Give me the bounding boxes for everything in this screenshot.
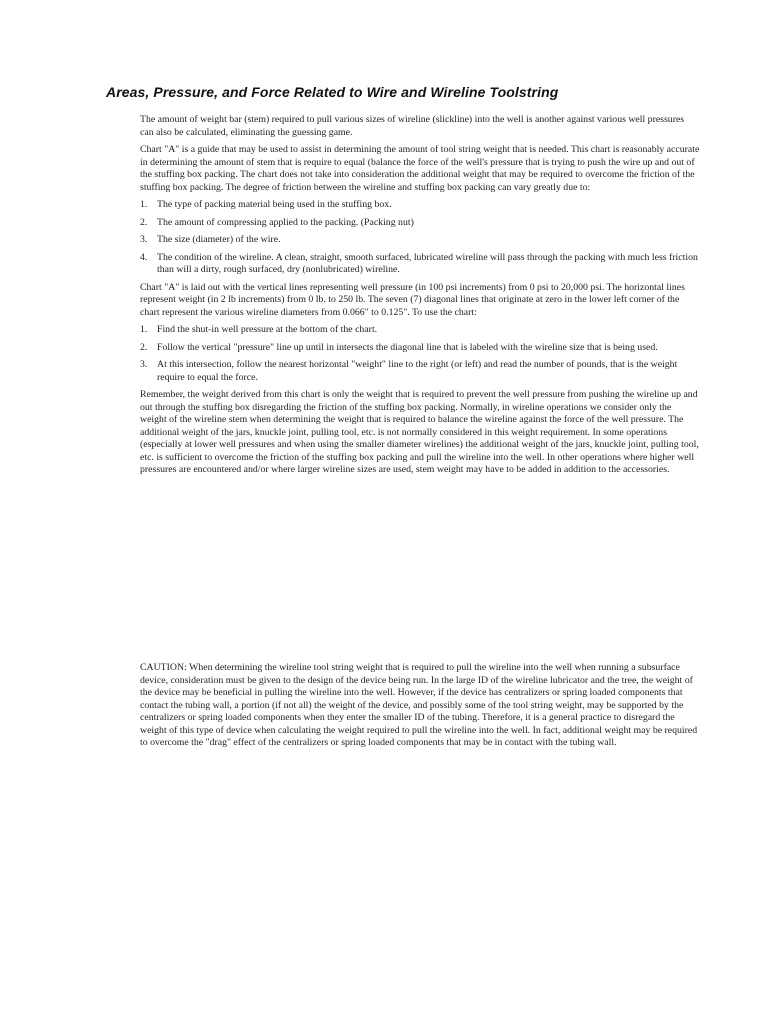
friction-factors-list — [140, 199, 700, 277]
document-title: Areas, Pressure, and Force Related to Wire and Wireline Toolstring — [106, 84, 559, 100]
list-item-number: 2. — [140, 341, 148, 353]
list-item-text: The condition of the wireline. A clean, straight, smooth surfaced, lubricated wireline will pass through the packing with much less friction than will a dirty, rough surfaced, dry (nonlubricated) wireline. — [157, 251, 698, 275]
caution-paragraph: CAUTION: When determining the wireline tool string weight that is required to pull the wireline into the well when running a subsurface device, consideration must be given to the design of the device being run. In the large ID of the wireline lubricator and the tree, the weight of the device may be beneficial in pulling the wireline into the well. However, if the device has centralizers or spring loaded components that contact the tubing wall, a portion (if not all) the weight of the device, and possibly some of the tool string weight, may be supported by the centralizers or spring loaded components when they enter the smaller ID of the tubing. Therefore, it is a general practice to disregard the weight of this type of device when calculating the weight required to pull the wireline into the well. In fact, additional weight may be required to overcome the "drag" effect of the centralizers or spring loaded components that may be in contact with the tubing wall. — [140, 662, 698, 748]
chart-a-layout-paragraph: Chart "A" is laid out with the vertical lines representing well pressure (in 100 psi increments) from 0 psi to 20,000 psi. The horizontal lines represent weight (in 2 lb increments) from 0 lb. to 250 lb. The seven (7) diagonal lines that originate at zero in the lower left corner of the chart represent the various wireline diameters from 0.066" to 0.125". To use the chart: — [140, 281, 685, 318]
chart-a-intro-paragraph: Chart "A" is a guide that may be used to assist in determining the amount of tool string weight that is needed. This chart is reasonably accurate in determining the amount of stem that is require to equal (balance the force of the well's pressure that is trying to push the wire up and out of the stuffing box packing. The chart does not take into consideration the additional weight that may be required to overcome the friction of the stuffing box packing. The degree of friction between the wireline and stuffing box packing can vary greatly due to: — [140, 144, 700, 193]
list-item-text: The amount of compressing applied to the packing. (Packing nut) — [157, 216, 414, 228]
remember-paragraph: Remember, the weight derived from this chart is only the weight that is required to prevent the well pressure from pushing the wireline up and out through the stuffing box disregarding the friction of the stuffing box packing. Normally, in wireline operations we consider only the weight of the wireline stem when determining the weight that is required to balance the wireline against the force of the well pressure. The additional weight of the jars, knuckle joint, pulling tool, etc. is not normally considered in this weight requirement. In some operations (especially at lower well pressures and when using the smaller diameter wirelines) the additional weight of the jars, knuckle joint, pulling tool, etc. is sufficient to overcome the friction of the stuffing box packing and pull the wireline into the well. In other operations where higher well pressures are encountered and/or where larger wireline sizes are used, stem weight may have to be added in addition to the accessories. — [140, 389, 699, 475]
list-item-number: 2. — [140, 216, 148, 228]
list-item — [140, 217, 700, 230]
list-item-number: 3. — [140, 234, 148, 245]
main-text-block — [140, 114, 700, 482]
caution-text-block — [140, 662, 700, 755]
list-item-number: 3. — [140, 359, 148, 370]
list-item-text: The size (diameter) of the wire. — [157, 234, 281, 245]
list-item — [140, 359, 700, 384]
chart-steps-list — [140, 324, 700, 384]
list-item — [140, 252, 700, 277]
intro-paragraph: The amount of weight bar (stem) required to pull various sizes of wireline (slickline) into the well is another against various well pressures can also be calculated, eliminating the guessing game. — [140, 114, 685, 138]
list-item-text: At this intersection, follow the nearest horizontal "weight" line to the right (or left) and read the number of pounds, that is the weight require to equal the force. — [157, 359, 678, 383]
list-item — [140, 324, 700, 337]
list-item-text: Find the shut-in well pressure at the bottom of the chart. — [157, 324, 378, 335]
list-item — [140, 234, 700, 247]
list-item-number: 1. — [140, 324, 148, 335]
list-item-text: Follow the vertical "pressure" line up until in intersects the diagonal line that is labeled with the wireline size that is being used. — [157, 341, 658, 353]
list-item-number: 1. — [140, 199, 148, 210]
list-item-text: The type of packing material being used in the stuffing box. — [157, 199, 392, 210]
list-item — [140, 199, 700, 212]
list-item — [140, 342, 700, 355]
list-item-number: 4. — [140, 251, 148, 263]
